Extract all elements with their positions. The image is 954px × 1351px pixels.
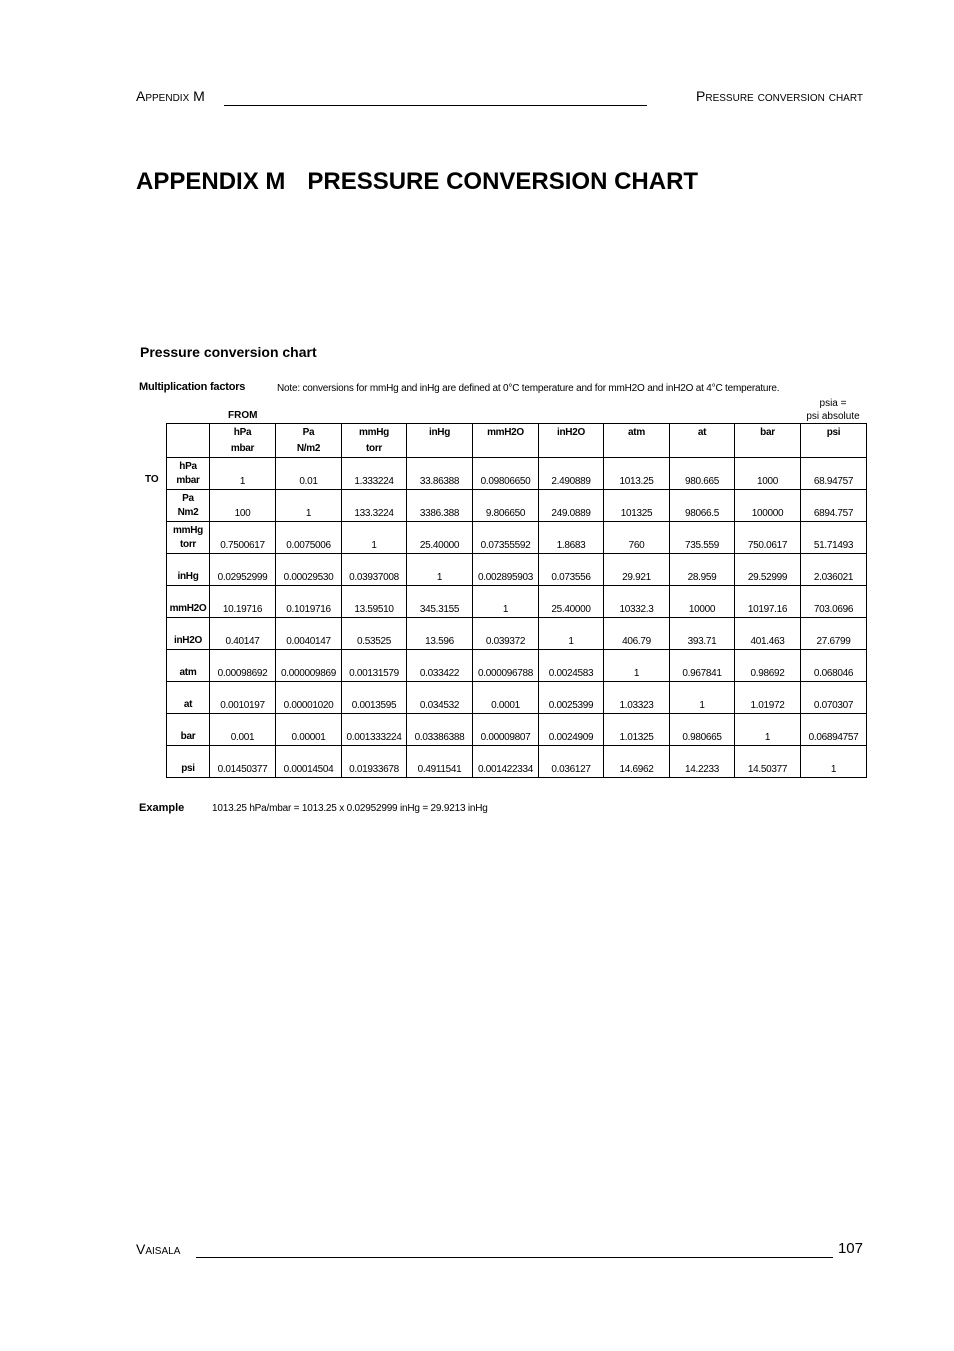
- table-cell: 0.00098692: [210, 650, 276, 682]
- column-header-line: hPa: [233, 427, 252, 438]
- table-cell: 100: [210, 490, 276, 522]
- table-cell: 1.03323: [604, 682, 670, 714]
- psia-note-line: psia =: [819, 398, 847, 409]
- table-cell: 0.0025399: [539, 682, 604, 714]
- table-cell: 0.53525: [342, 618, 407, 650]
- table-cell: 1: [407, 554, 473, 586]
- corner-cell: [167, 424, 210, 458]
- section-heading: Pressure conversion chart: [140, 344, 317, 360]
- column-header: [342, 424, 407, 458]
- table-cell: 0.0013595: [342, 682, 407, 714]
- column-header-line: mmH2O: [487, 427, 524, 438]
- table-cell: 10000: [670, 586, 735, 618]
- table-cell: 9.806650: [473, 490, 539, 522]
- table-cell: 101325: [604, 490, 670, 522]
- table-cell: 27.6799: [801, 618, 867, 650]
- table-cell: 1013.25: [604, 458, 670, 490]
- table-cell: 0.00001020: [276, 682, 342, 714]
- table-cell: 0.980665: [670, 714, 735, 746]
- page-title-part1: APPENDIX M: [136, 168, 286, 195]
- row-header-line: mmH2O: [169, 603, 207, 614]
- table-cell: 28.959: [670, 554, 735, 586]
- row-header: [167, 522, 210, 554]
- table-cell: 133.3224: [342, 490, 407, 522]
- column-header-line: bar: [760, 427, 775, 438]
- example-text: 1013.25 hPa/mbar = 1013.25 x 0.02952999 inHg = 29.9213 inHg: [212, 803, 488, 814]
- table-cell: 0.033422: [407, 650, 473, 682]
- column-header: [276, 424, 342, 458]
- row-header-line: psi: [181, 763, 195, 774]
- table-cell: 393.71: [670, 618, 735, 650]
- column-header-line: Pa: [302, 427, 315, 438]
- table-cell: 0.1019716: [276, 586, 342, 618]
- row-header: [167, 586, 210, 618]
- table-cell: 0.002895903: [473, 554, 539, 586]
- table-cell: 0.01450377: [210, 746, 276, 778]
- footer-company: Vaisala: [136, 1241, 181, 1257]
- column-header-line: N/m2: [296, 443, 321, 454]
- table-cell: 750.0617: [735, 522, 801, 554]
- table-cell: 100000: [735, 490, 801, 522]
- row-header: [167, 650, 210, 682]
- table-cell: 25.40000: [407, 522, 473, 554]
- running-header: [136, 88, 863, 112]
- column-header: [735, 424, 801, 458]
- footer-rule: [196, 1257, 833, 1258]
- page-title-part2: PRESSURE CONVERSION CHART: [307, 168, 699, 195]
- table-cell: 0.073556: [539, 554, 604, 586]
- column-header-line: mmHg: [359, 427, 389, 438]
- psia-note-line: psi absolute: [806, 411, 860, 422]
- table-cell: 29.921: [604, 554, 670, 586]
- table-cell: 0.0024909: [539, 714, 604, 746]
- column-header: [604, 424, 670, 458]
- table-cell: 0.967841: [670, 650, 735, 682]
- table-cell: 3386.388: [407, 490, 473, 522]
- column-header: [801, 424, 867, 458]
- column-header: [539, 424, 604, 458]
- table-cell: 0.07355592: [473, 522, 539, 554]
- column-header: [210, 424, 276, 458]
- table-cell: 0.98692: [735, 650, 801, 682]
- table-row: [167, 490, 867, 522]
- row-header-line: at: [183, 699, 193, 710]
- table-cell: 0.034532: [407, 682, 473, 714]
- table-cell: 1: [473, 586, 539, 618]
- temperature-note: Note: conversions for mmHg and inHg are defined at 0°C temperature and for mmH2O and inH2O at 4°C temperature.: [277, 383, 780, 394]
- page-title: [136, 168, 698, 196]
- row-header-line: mmHg: [173, 525, 203, 536]
- header-row: [167, 424, 867, 458]
- table-cell: 2.036021: [801, 554, 867, 586]
- column-header-line: atm: [628, 427, 645, 438]
- column-header-line: psi: [826, 427, 841, 438]
- table-cell: 0.000009869: [276, 650, 342, 682]
- row-header: [167, 682, 210, 714]
- table-cell: 98066.5: [670, 490, 735, 522]
- table-row: [167, 650, 867, 682]
- table-cell: 14.2233: [670, 746, 735, 778]
- table-cell: 0.03937008: [342, 554, 407, 586]
- table-cell: 0.00014504: [276, 746, 342, 778]
- row-header: [167, 458, 210, 490]
- table-cell: 980.665: [670, 458, 735, 490]
- table-cell: 1: [539, 618, 604, 650]
- column-header: [407, 424, 473, 458]
- column-header: [473, 424, 539, 458]
- table-cell: 406.79: [604, 618, 670, 650]
- table-row: [167, 458, 867, 490]
- header-rule: [224, 105, 647, 106]
- table-cell: 68.94757: [801, 458, 867, 490]
- table-cell: 14.50377: [735, 746, 801, 778]
- table-cell: 0.070307: [801, 682, 867, 714]
- table-cell: 33.86388: [407, 458, 473, 490]
- table-cell: 1: [604, 650, 670, 682]
- table-cell: 0.00131579: [342, 650, 407, 682]
- column-header-line: inH2O: [557, 427, 585, 438]
- table-cell: 51.71493: [801, 522, 867, 554]
- table-cell: 29.52999: [735, 554, 801, 586]
- table-cell: 0.06894757: [801, 714, 867, 746]
- running-footer: [136, 1240, 863, 1262]
- row-header: [167, 554, 210, 586]
- table-row: [167, 714, 867, 746]
- table-cell: 1: [342, 522, 407, 554]
- column-header-line: at: [697, 427, 707, 438]
- from-label: FROM: [228, 410, 258, 421]
- row-header-line: mbar: [176, 475, 200, 486]
- table-cell: 0.001: [210, 714, 276, 746]
- table-cell: 0.03386388: [407, 714, 473, 746]
- table-cell: 1: [210, 458, 276, 490]
- row-header-line: torr: [179, 539, 197, 550]
- page-number: 107: [837, 1240, 863, 1257]
- table-cell: 0.001333224: [342, 714, 407, 746]
- table-row: [167, 522, 867, 554]
- table-cell: 0.01: [276, 458, 342, 490]
- row-header-line: bar: [180, 731, 196, 742]
- example-label: Example: [139, 802, 185, 814]
- table-cell: 0.068046: [801, 650, 867, 682]
- table-cell: 25.40000: [539, 586, 604, 618]
- table-cell: 0.001422334: [473, 746, 539, 778]
- table-cell: 735.559: [670, 522, 735, 554]
- table-cell: 0.00001: [276, 714, 342, 746]
- table-cell: 1: [735, 714, 801, 746]
- table-row: [167, 586, 867, 618]
- table-cell: 10.19716: [210, 586, 276, 618]
- row-header-line: Pa: [182, 493, 194, 504]
- column-header-line: torr: [365, 443, 383, 454]
- table-cell: 0.0001: [473, 682, 539, 714]
- table-row: [167, 682, 867, 714]
- table-cell: 0.036127: [539, 746, 604, 778]
- table-cell: 0.0010197: [210, 682, 276, 714]
- table-cell: 0.000096788: [473, 650, 539, 682]
- table-cell: 0.00029530: [276, 554, 342, 586]
- table-cell: 1.333224: [342, 458, 407, 490]
- table-cell: 6894.757: [801, 490, 867, 522]
- table-cell: 13.596: [407, 618, 473, 650]
- table-cell: 0.7500617: [210, 522, 276, 554]
- column-header-line: inHg: [428, 427, 451, 438]
- table-cell: 249.0889: [539, 490, 604, 522]
- to-label: TO: [145, 474, 159, 485]
- row-header-line: Nm2: [177, 507, 199, 518]
- column-header: [670, 424, 735, 458]
- table-cell: 760: [604, 522, 670, 554]
- table-cell: 1000: [735, 458, 801, 490]
- table-cell: 0.0024583: [539, 650, 604, 682]
- table-cell: 2.490889: [539, 458, 604, 490]
- table-cell: 10197.16: [735, 586, 801, 618]
- table-cell: 0.09806650: [473, 458, 539, 490]
- table-cell: 1: [670, 682, 735, 714]
- table-cell: 1: [276, 490, 342, 522]
- table-cell: 1.01325: [604, 714, 670, 746]
- table-cell: 10332.3: [604, 586, 670, 618]
- table-cell: 0.4911541: [407, 746, 473, 778]
- row-header-line: hPa: [179, 461, 197, 472]
- table-cell: 0.00009807: [473, 714, 539, 746]
- row-header-line: inH2O: [174, 635, 202, 646]
- table-row: [167, 554, 867, 586]
- table-cell: 13.59510: [342, 586, 407, 618]
- table-cell: 345.3155: [407, 586, 473, 618]
- table-cell: 0.02952999: [210, 554, 276, 586]
- table-cell: 14.6962: [604, 746, 670, 778]
- conversion-table: [166, 423, 867, 778]
- header-right: Pressure conversion chart: [696, 88, 863, 104]
- table-cell: 0.0075006: [276, 522, 342, 554]
- row-header: [167, 618, 210, 650]
- row-header: [167, 490, 210, 522]
- row-header-line: atm: [179, 667, 197, 678]
- table-cell: 0.0040147: [276, 618, 342, 650]
- row-header: [167, 714, 210, 746]
- table-cell: 0.039372: [473, 618, 539, 650]
- header-left: Appendix M: [136, 88, 205, 104]
- table-cell: 401.463: [735, 618, 801, 650]
- column-header-line: mbar: [230, 443, 255, 454]
- table-cell: 0.40147: [210, 618, 276, 650]
- table-row: [167, 746, 867, 778]
- row-header: [167, 746, 210, 778]
- table-cell: 1.8683: [539, 522, 604, 554]
- table-row: [167, 618, 867, 650]
- table-cell: 0.01933678: [342, 746, 407, 778]
- row-header-line: inHg: [177, 571, 199, 582]
- psia-note: [800, 397, 866, 423]
- multiplication-factors-label: Multiplication factors: [139, 381, 246, 393]
- table-cell: 703.0696: [801, 586, 867, 618]
- table-cell: 1: [801, 746, 867, 778]
- table-cell: 1.01972: [735, 682, 801, 714]
